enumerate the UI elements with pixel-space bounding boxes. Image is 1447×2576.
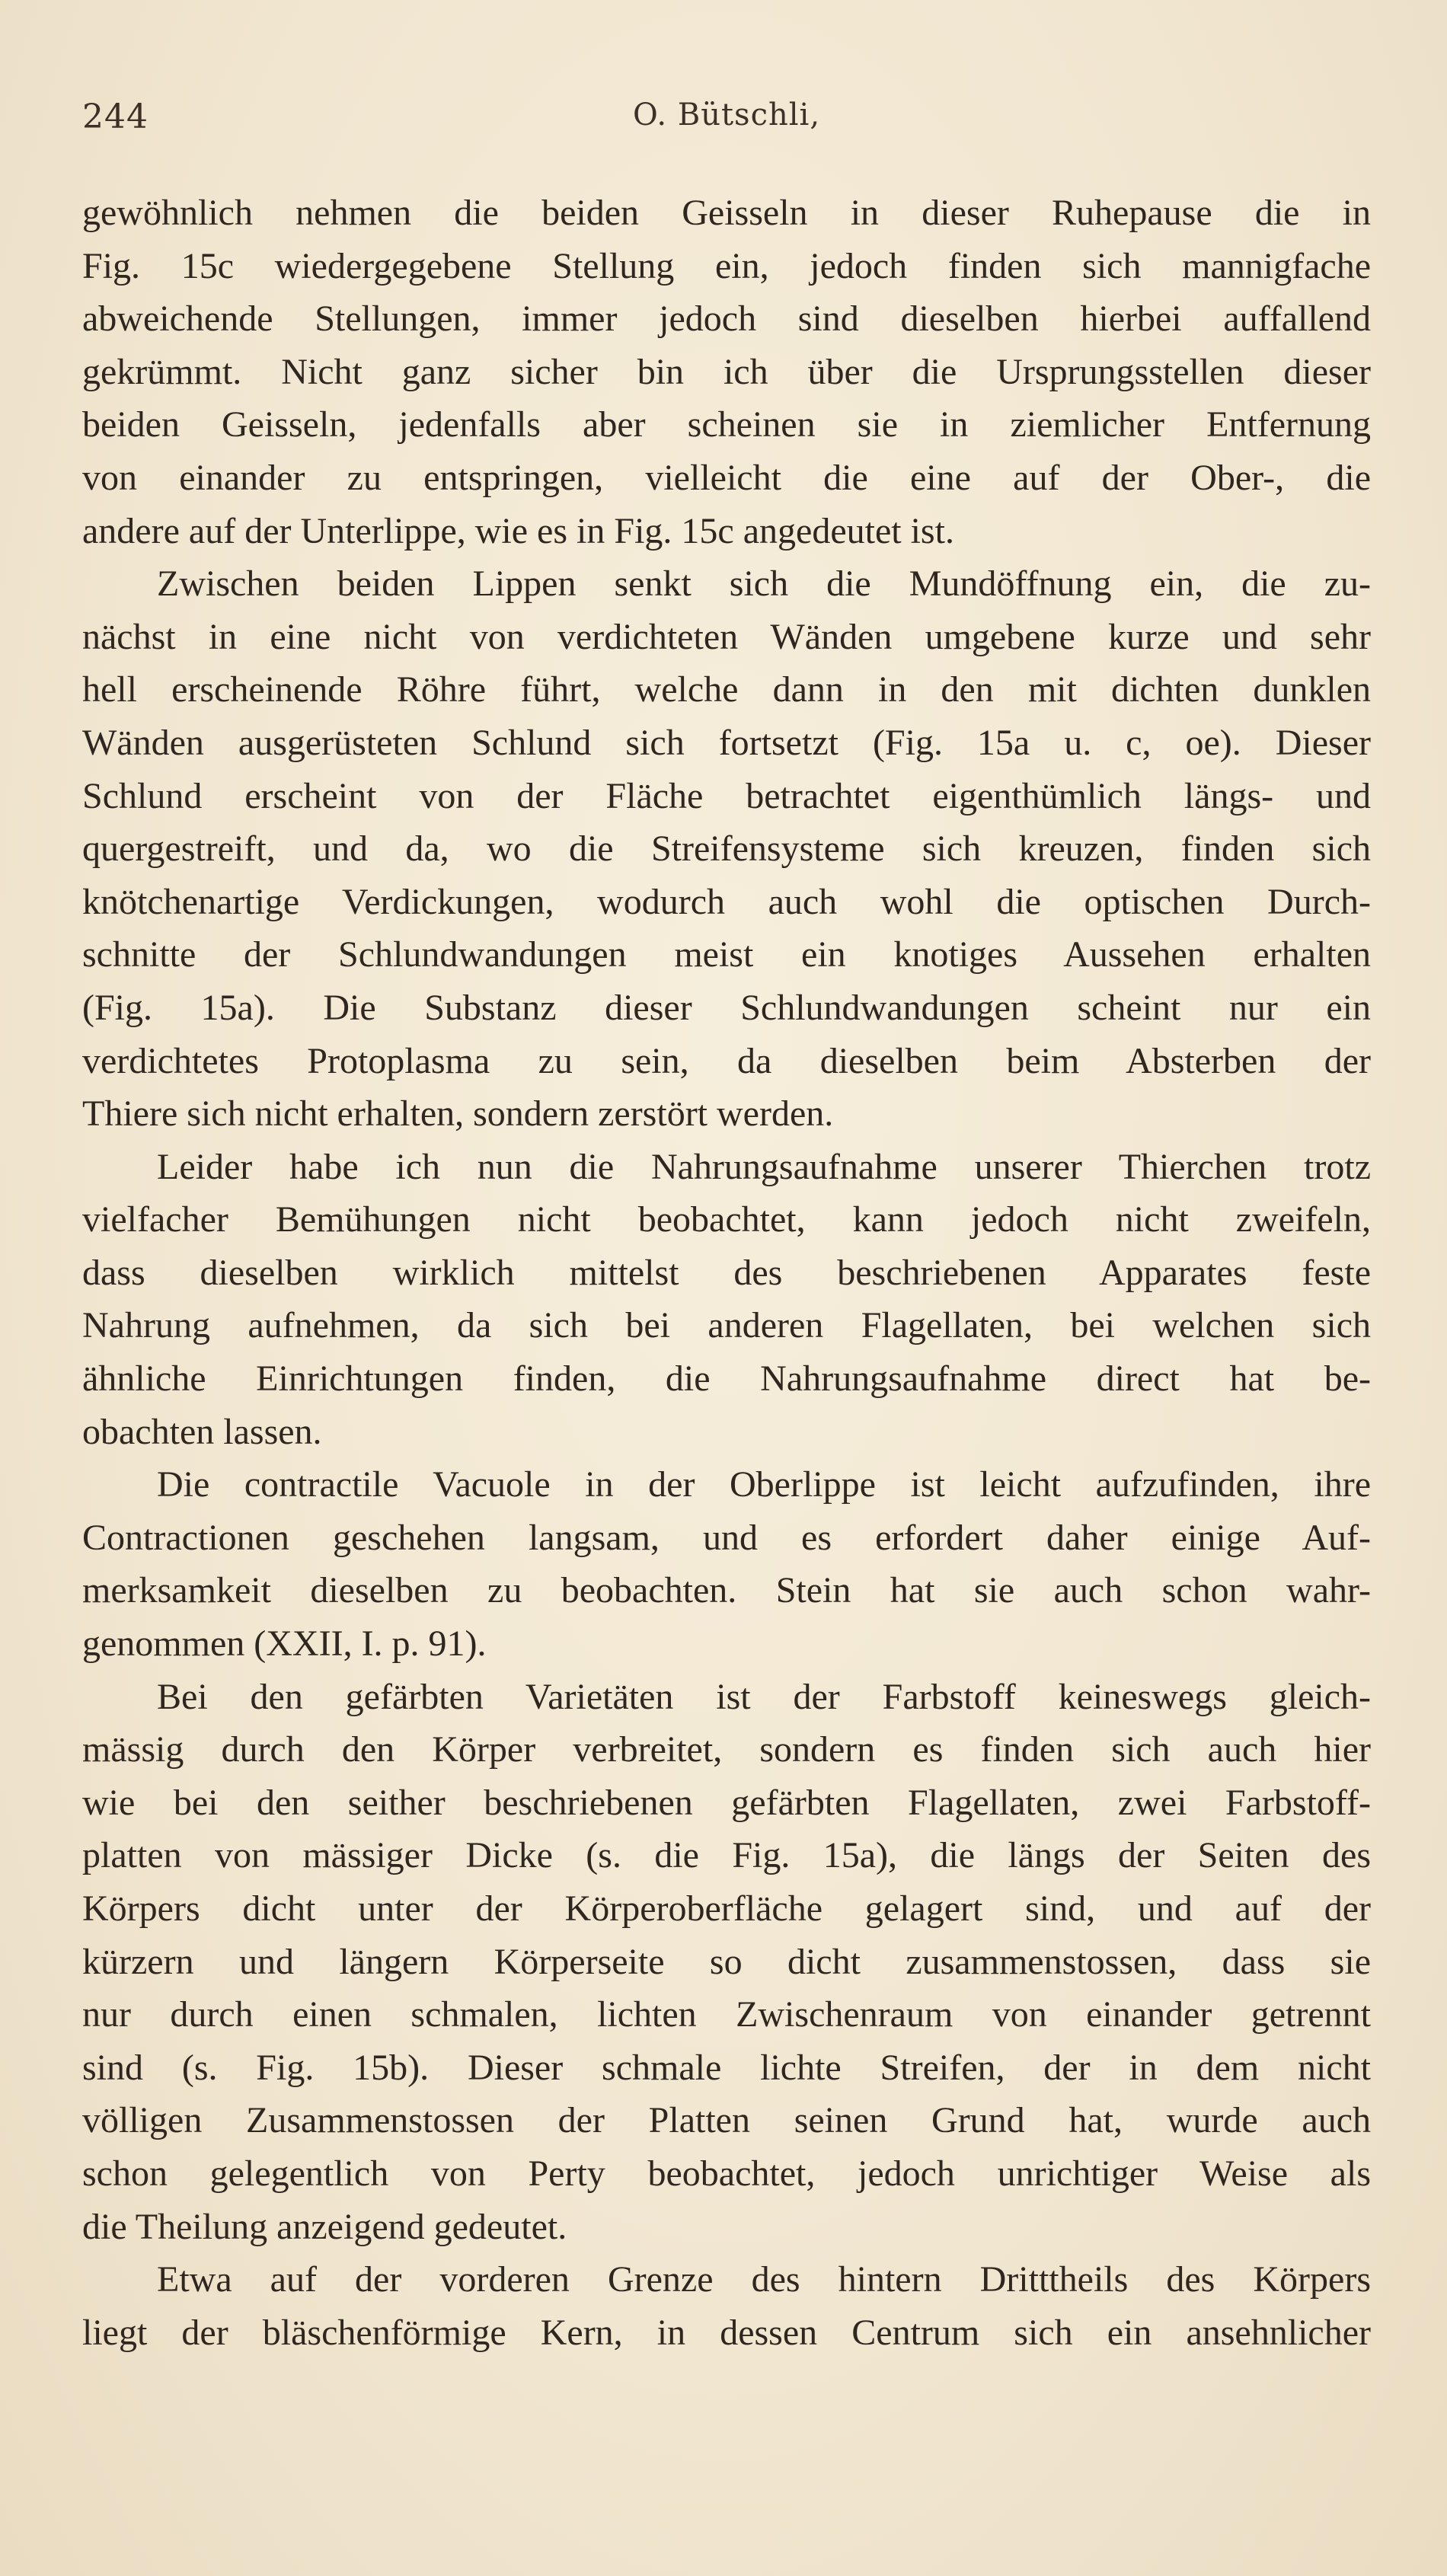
text-line: Leider habe ich nun die Nahrungsaufnahme unserer Thierchen trotz — [157, 1146, 1371, 1187]
text-line: Fig. 15c wiedergegebene Stellung ein, jedoch finden sich mannigfache — [82, 245, 1371, 286]
text-line: sind (s. Fig. 15b). Dieser schmale lichte Streifen, der in dem nicht — [82, 2047, 1371, 2088]
text-line: merksamkeit dieselben zu beobachten. Stein hat sie auch schon wahr- — [82, 1570, 1371, 1611]
text-line: völligen Zusammenstossen der Platten seinen Grund hat, wurde auch — [82, 2100, 1371, 2141]
text-line: Etwa auf der vorderen Grenze des hintern Dritttheils des Körpers — [157, 2259, 1371, 2300]
text-line: schnitte der Schlundwandungen meist ein knotiges Aussehen erhalten — [82, 934, 1371, 975]
text-line: quergestreift, und da, wo die Streifensysteme sich kreuzen, finden sich — [82, 828, 1371, 870]
text-line: beiden Geisseln, jedenfalls aber scheinen sie in ziemlicher Entfernung — [82, 404, 1371, 445]
text-line: Wänden ausgerüsteten Schlund sich fortsetzt (Fig. 15a u. c, oe). Dieser — [82, 722, 1371, 763]
text-line: Contractionen geschehen langsam, und es erfordert daher einige Auf- — [82, 1517, 1371, 1558]
text-line: Körpers dicht unter der Körperoberfläche gelagert sind, und auf der — [82, 1888, 1371, 1929]
text-line: Zwischen beiden Lippen senkt sich die Mundöffnung ein, die zu- — [157, 563, 1371, 605]
text-line: wie bei den seither beschriebenen gefärbten Flagellaten, zwei Farbstoff- — [82, 1782, 1371, 1823]
text-line: von einander zu entspringen, vielleicht die eine auf der Ober-, die — [82, 457, 1371, 498]
body-text — [82, 187, 1371, 2359]
text-line: gewöhnlich nehmen die beiden Geisseln in dieser Ruhepause die in — [82, 193, 1371, 233]
text-line: nächst in eine nicht von verdichteten Wänden umgebene kurze und sehr — [82, 616, 1371, 657]
text-line: mässig durch den Körper verbreitet, sondern es finden sich auch hier — [82, 1729, 1371, 1770]
text-line: ähnliche Einrichtungen finden, die Nahrungsaufnahme direct hat be- — [82, 1358, 1371, 1400]
text-line: gekrümmt. Nicht ganz sicher bin ich über die Ursprungsstellen dieser — [82, 351, 1371, 392]
page-number: 244 — [82, 97, 149, 136]
text-line: Die contractile Vacuole in der Oberlippe ist leicht aufzufinden, ihre — [157, 1464, 1371, 1505]
text-line: obachten lassen. — [82, 1411, 322, 1452]
text-line: liegt der bläschenförmige Kern, in dessen Centrum sich ein ansehnlicher — [82, 2312, 1371, 2353]
text-line: andere auf der Unterlippe, wie es in Fig. 15c angedeutet ist. — [82, 510, 954, 551]
page-header — [82, 97, 1371, 158]
text-line: vielfacher Bemühungen nicht beobachtet, kann jedoch nicht zweifeln, — [82, 1199, 1371, 1240]
text-line: Nahrung aufnehmen, da sich bei anderen Flagellaten, bei welchen sich — [82, 1305, 1371, 1346]
text-line: dass dieselben wirklich mittelst des beschriebenen Apparates feste — [82, 1252, 1371, 1293]
text-line: nur durch einen schmalen, lichten Zwischenraum von einander getrennt — [82, 1994, 1371, 2035]
running-head: O. Bütschli, — [632, 97, 821, 132]
text-line: Bei den gefärbten Varietäten ist der Farbstoff keineswegs gleich- — [157, 1676, 1371, 1717]
text-line: Thiere sich nicht erhalten, sondern zerstört werden. — [82, 1093, 834, 1135]
text-line: verdichtetes Protoplasma zu sein, da dieselben beim Absterben der — [82, 1040, 1371, 1081]
text-line: platten von mässiger Dicke (s. die Fig. 15a), die längs der Seiten des — [82, 1835, 1371, 1876]
text-line: hell erscheinende Röhre führt, welche dann in den mit dichten dunklen — [82, 669, 1371, 710]
text-line: Schlund erscheint von der Fläche betrachtet eigenthümlich längs- und — [82, 775, 1371, 816]
text-line: kürzern und längern Körperseite so dicht zusammenstossen, dass sie — [82, 1941, 1371, 1982]
text-line: (Fig. 15a). Die Substanz dieser Schlundwandungen scheint nur ein — [82, 987, 1371, 1028]
text-line: knötchenartige Verdickungen, wodurch auch wohl die optischen Durch- — [82, 881, 1371, 922]
text-line: abweichende Stellungen, immer jedoch sind dieselben hierbei auffallend — [82, 298, 1371, 340]
text-line: schon gelegentlich von Perty beobachtet, jedoch unrichtiger Weise als — [82, 2153, 1371, 2194]
text-line: genommen (XXII, I. p. 91). — [82, 1623, 487, 1665]
text-line: die Theilung anzeigend gedeutet. — [82, 2206, 567, 2247]
